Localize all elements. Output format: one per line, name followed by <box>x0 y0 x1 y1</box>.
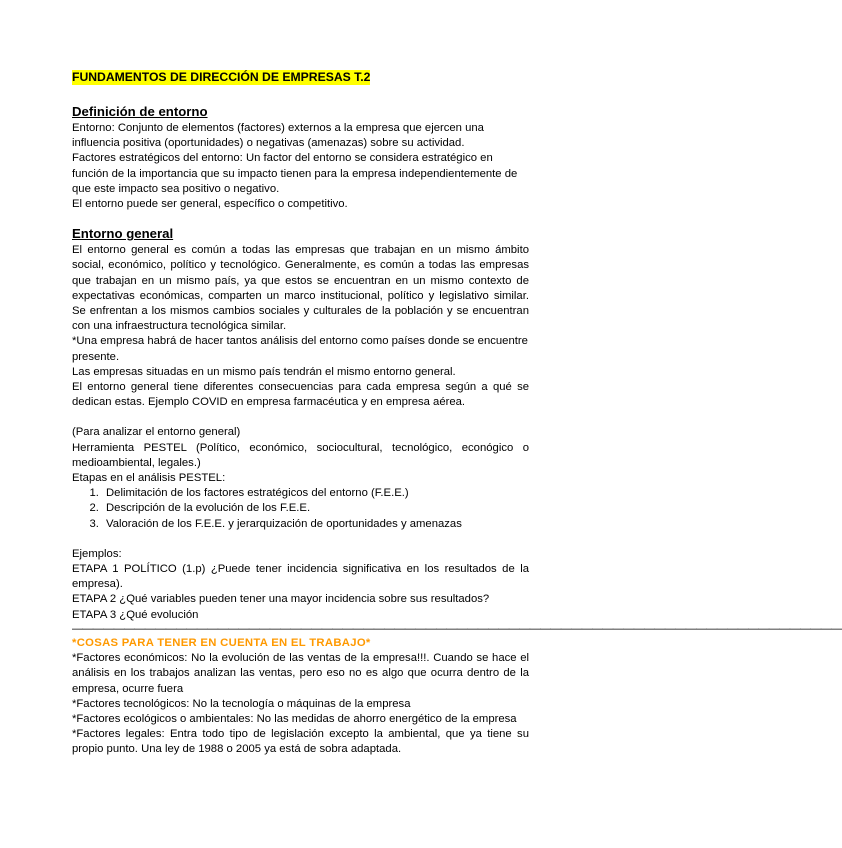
paragraph-ejemplos-label: Ejemplos: <box>72 547 122 560</box>
list-item: 1. Delimitación de los factores estratégicos del entorno (F.E.E.) <box>102 486 529 501</box>
note-factores-tecnologicos: *Factores tecnológicos: No la tecnología o máquinas de la empresa <box>72 697 411 710</box>
list-item: 2. Descripción de la evolución de los F.E.E. <box>102 501 529 516</box>
note-factores-economicos: *Factores económicos: No la evolución de las ventas de la empresa!!!. Cuando se hace el análisis en los trabajos analizan las ventas, pero eso no es algo que ocurra dentro de la empresa, ocurre fuera <box>72 652 529 695</box>
paragraph-pestel: Herramienta PESTEL (Político, económico, sociocultural, tecnológico, econógico o medioambiental, legales.) <box>72 441 529 469</box>
heading-entorno-general: Entorno general <box>72 226 174 242</box>
pestel-steps-list <box>72 486 529 532</box>
paragraph-mismo-pais: Las empresas situadas en un mismo país tendrán el mismo entorno general. <box>72 365 456 378</box>
paragraph-tipos-entorno: El entorno puede ser general, específico o competitivo. <box>72 198 348 211</box>
horizontal-rule: —————————————————————————————————————————————————————————————————————————— <box>72 622 842 635</box>
paragraph-analisis-paises: *Una empresa habrá de hacer tantos análisis del entorno como países donde se encuentre presente. <box>72 335 528 363</box>
note-factores-ecologicos: *Factores ecológicos o ambientales: No las medidas de ahorro energético de la empresa <box>72 712 517 725</box>
paragraph-etapa-1: ETAPA 1 POLÍTICO (1.p) ¿Puede tener incidencia significativa en los resultados de la empresa). <box>72 563 529 591</box>
paragraph-entorno: Entorno: Conjunto de elementos (factores) externos a la empresa que ejercen una influencia positiva (oportunidades) o negativas (amenazas) sobre su actividad. <box>72 122 484 150</box>
paragraph-etapas-label: Etapas en el análisis PESTEL: <box>72 472 226 485</box>
list-item: 3. Valoración de los F.E.E. y jerarquización de oportunidades y amenazas <box>102 517 529 532</box>
note-factores-legales: *Factores legales: Entra todo tipo de legislación excepto la ambiental, que ya tiene su propio punto. Una ley de 1988 o 2005 ya está de sobra adaptada. <box>72 728 529 756</box>
heading-definicion-entorno: Definición de entorno <box>72 104 208 119</box>
paragraph-factores-estrategicos: Factores estratégicos del entorno: Un factor del entorno se considera estratégico en función de la importancia que su impacto tienen para la empresa independientemente de que este impacto sea positivo o negativo. <box>72 152 518 195</box>
notes-heading: *COSAS PARA TENER EN CUENTA EN EL TRABAJO* <box>72 636 371 649</box>
paragraph-para-analizar: (Para analizar el entorno general) <box>72 426 241 439</box>
paragraph-consecuencias: El entorno general tiene diferentes consecuencias para cada empresa según a qué se dedican estas. Ejemplo COVID en empresa farmacéutica y en empresa aérea. <box>72 381 529 409</box>
spacer <box>72 410 529 425</box>
paragraph-etapa-3: ETAPA 3 ¿Qué evolución <box>72 608 199 621</box>
paragraph-entorno-general: El entorno general es común a todas las empresas que trabajan en un mismo ámbito social, económico, político y tecnológico. Generalmente, es común a todas las empresas que trabajan en un mismo país, ya que estos se encuentran en un mismo contexto de expectativas económicas, comparten un marco institucional, político y legislativo similar. Se enfrentan a los mismos cambios sociales y culturales de la población y se encuentran con una infraestructura tecnológica similar. <box>72 244 529 333</box>
paragraph-etapa-2: ETAPA 2 ¿Qué variables pueden tener una mayor incidencia sobre sus resultados? <box>72 593 490 606</box>
document-title: FUNDAMENTOS DE DIRECCIÓN DE EMPRESAS T.2 <box>72 70 371 84</box>
spacer <box>72 532 529 547</box>
